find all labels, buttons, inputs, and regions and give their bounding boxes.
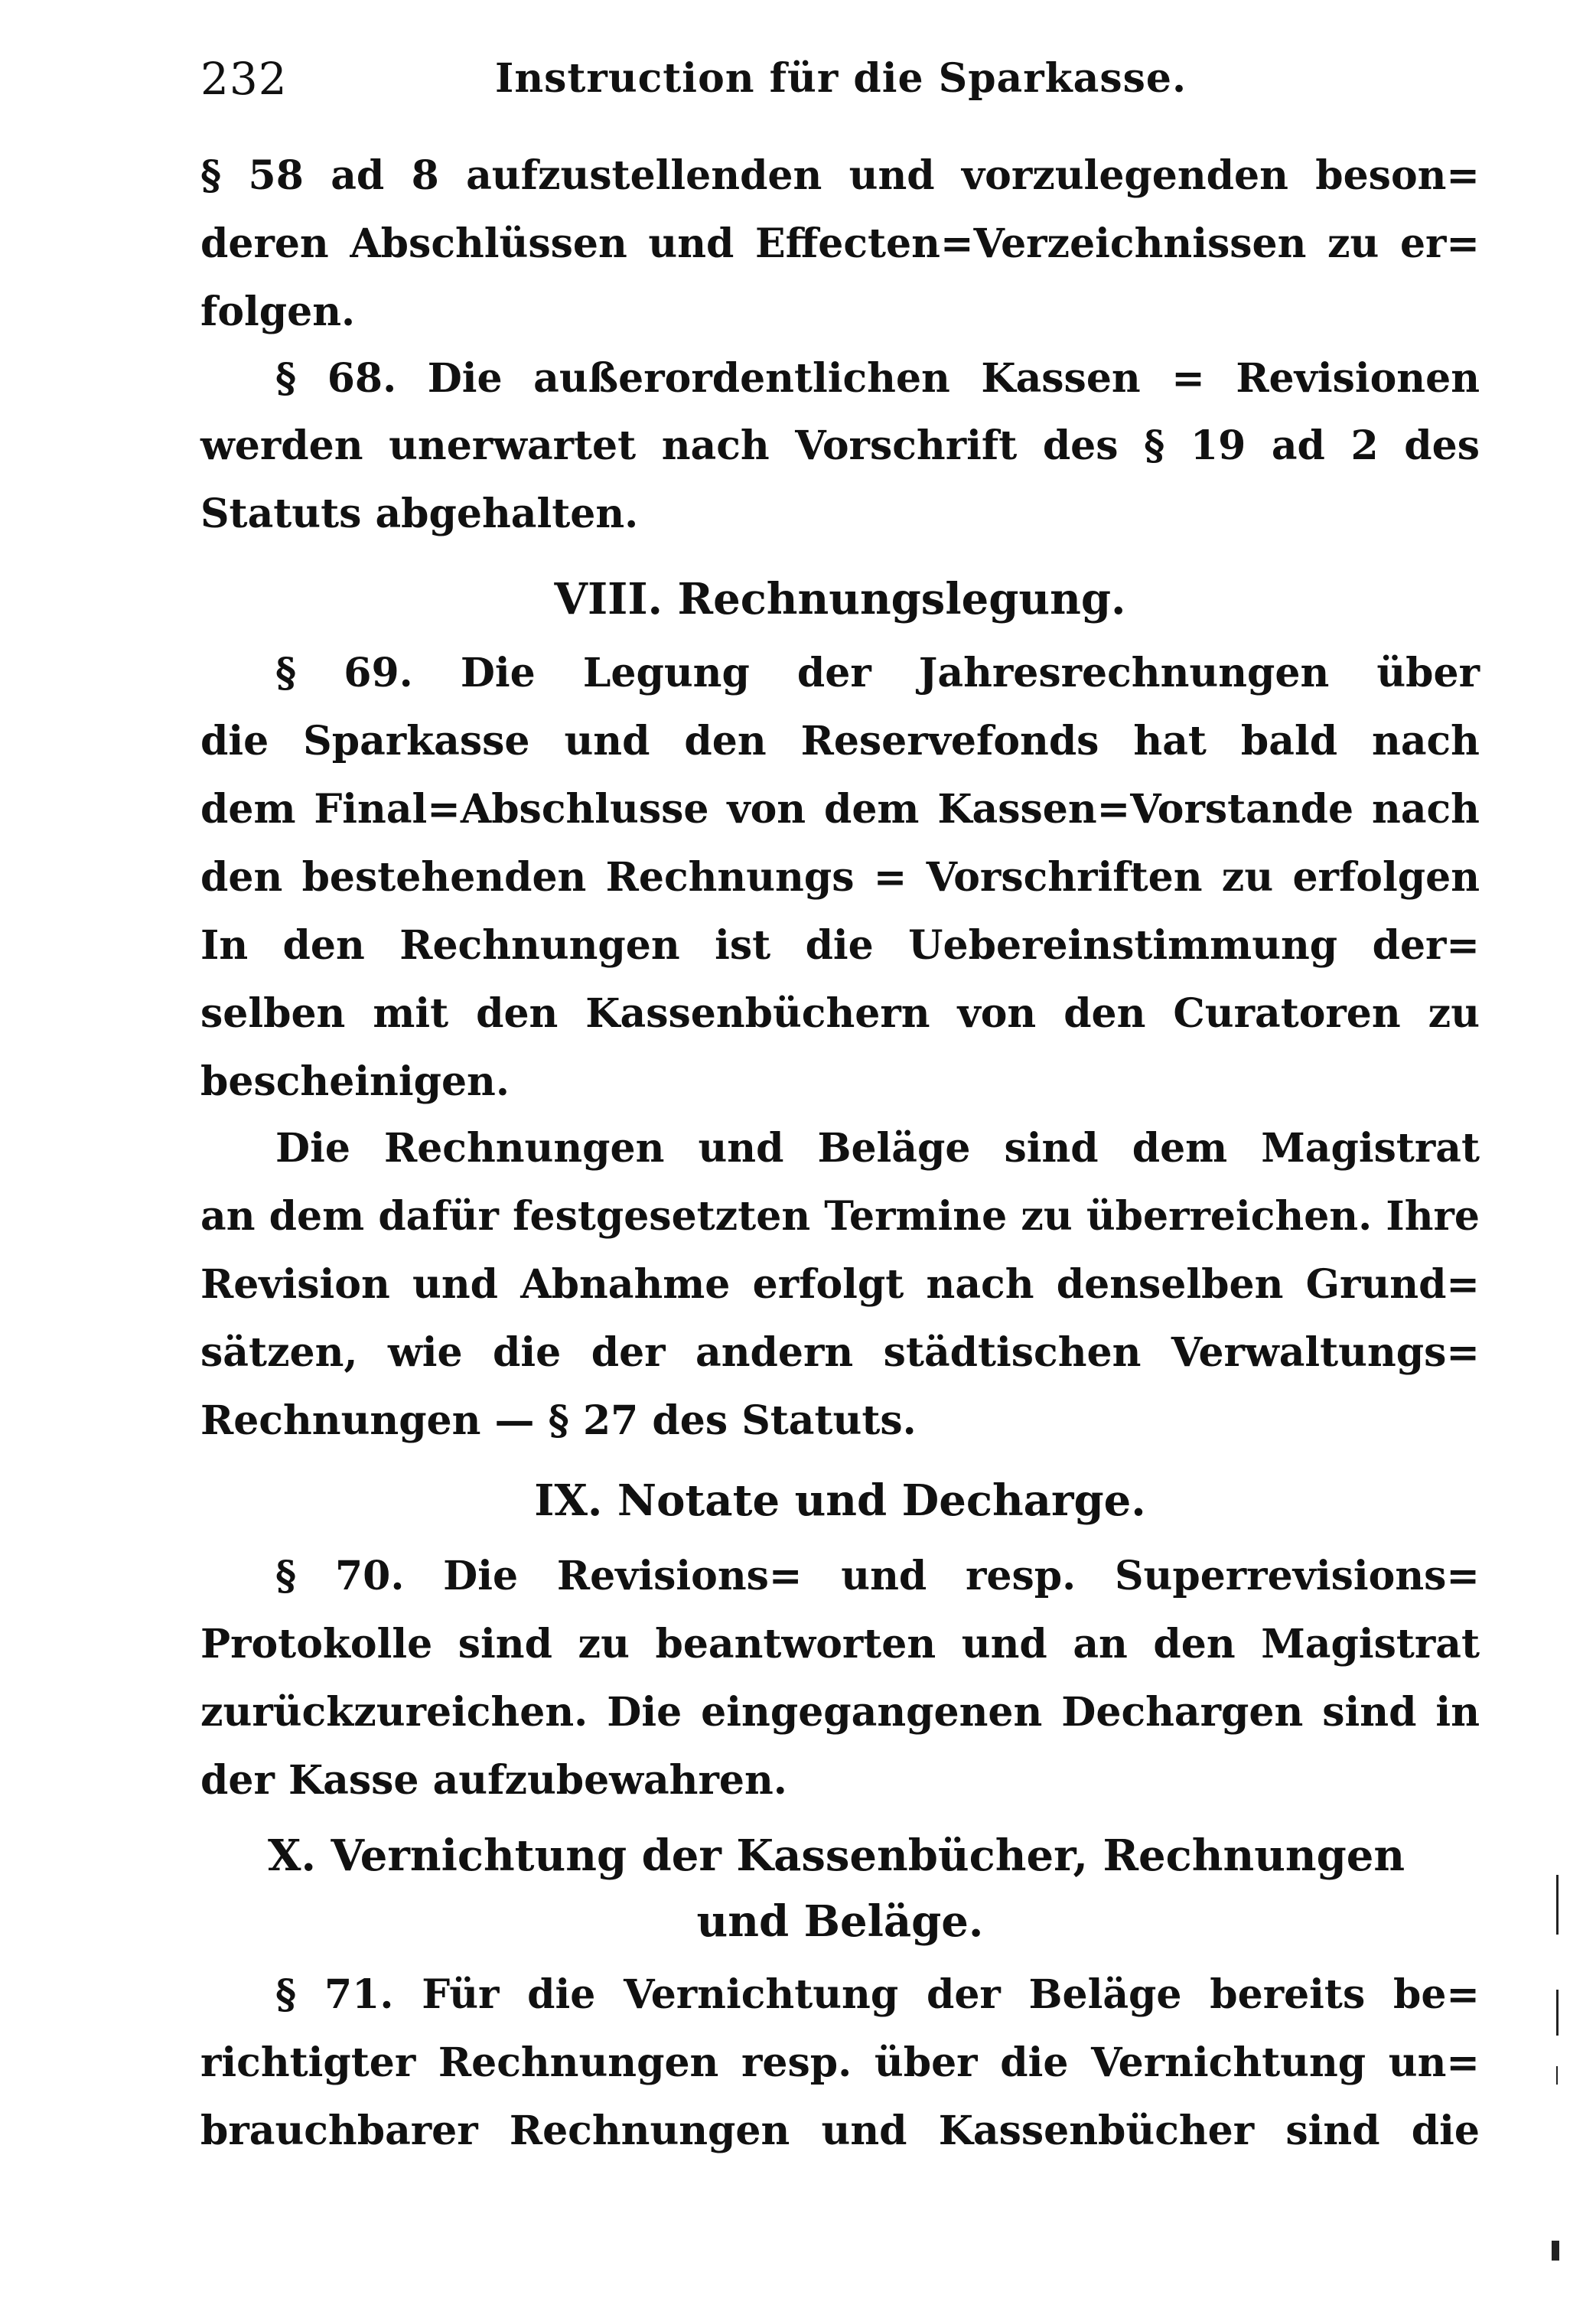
section-heading-x-line-1: X. Vernichtung der Kassenbücher, Rechnungen bbox=[268, 1830, 1405, 1881]
scan-edge-mark bbox=[1552, 2241, 1559, 2261]
text-line: richtigter Rechnungen resp. über die Vernichtung un= bbox=[200, 2039, 1480, 2086]
text-line: § 70. Die Revisions= und resp. Superrevisions= bbox=[275, 1553, 1480, 1599]
text-line: werden unerwartet nach Vorschrift des § 19 ad 2 des bbox=[200, 422, 1480, 469]
text-line: brauchbarer Rechnungen und Kassenbücher sind die bbox=[200, 2108, 1480, 2154]
text-line: Rechnungen — § 27 des Statuts. bbox=[200, 1397, 917, 1444]
scan-edge-mark bbox=[1556, 1875, 1559, 1935]
scan-edge-mark bbox=[1556, 1990, 1559, 2036]
page-header bbox=[200, 44, 1486, 113]
text-line: folgen. bbox=[200, 288, 356, 335]
text-line: dem Final=Abschlusse von dem Kassen=Vorstande nach bbox=[200, 786, 1480, 833]
text-line: an dem dafür festgesetzten Termine zu überreichen. Ihre bbox=[200, 1193, 1480, 1240]
text-line: § 68. Die außerordentlichen Kassen = Revisionen bbox=[275, 355, 1480, 402]
text-line: § 58 ad 8 aufzustellenden und vorzulegenden beson= bbox=[200, 152, 1480, 199]
section-heading-x-line-2: und Beläge. bbox=[696, 1896, 984, 1947]
text-line: selben mit den Kassenbüchern von den Curatoren zu bbox=[200, 990, 1480, 1037]
text-line: zurückzureichen. Die eingegangenen Dechargen sind in bbox=[200, 1689, 1480, 1736]
text-line: § 71. Für die Vernichtung der Beläge bereits be= bbox=[275, 1971, 1480, 2018]
text-line: Revision und Abnahme erfolgt nach denselben Grund= bbox=[200, 1261, 1480, 1308]
text-line: Die Rechnungen und Beläge sind dem Magistrat bbox=[275, 1125, 1480, 1172]
section-heading-ix: IX. Notate und Decharge. bbox=[534, 1475, 1146, 1526]
scan-edge-mark bbox=[1556, 2066, 1558, 2085]
section-heading-viii: VIII. Rechnungslegung. bbox=[554, 574, 1126, 624]
page-number: 232 bbox=[200, 53, 288, 105]
text-line: den bestehenden Rechnungs = Vorschriften zu erfolgen bbox=[200, 854, 1480, 901]
text-line: sätzen, wie die der andern städtischen Verwaltungs= bbox=[200, 1329, 1480, 1376]
text-line: deren Abschlüssen und Effecten=Verzeichnissen zu er= bbox=[200, 220, 1480, 267]
text-line: bescheinigen. bbox=[200, 1058, 510, 1105]
text-line: die Sparkasse und den Reservefonds hat bald nach bbox=[200, 718, 1480, 764]
text-line: In den Rechnungen ist die Uebereinstimmung der= bbox=[200, 922, 1480, 969]
text-line: § 69. Die Legung der Jahresrechnungen über bbox=[275, 650, 1480, 696]
text-line: der Kasse aufzubewahren. bbox=[200, 1757, 787, 1804]
text-line: Protokolle sind zu beantworten und an den Magistrat bbox=[200, 1621, 1480, 1667]
running-title: Instruction für die Sparkasse. bbox=[495, 55, 1187, 102]
text-line: Statuts abgehalten. bbox=[200, 491, 639, 537]
